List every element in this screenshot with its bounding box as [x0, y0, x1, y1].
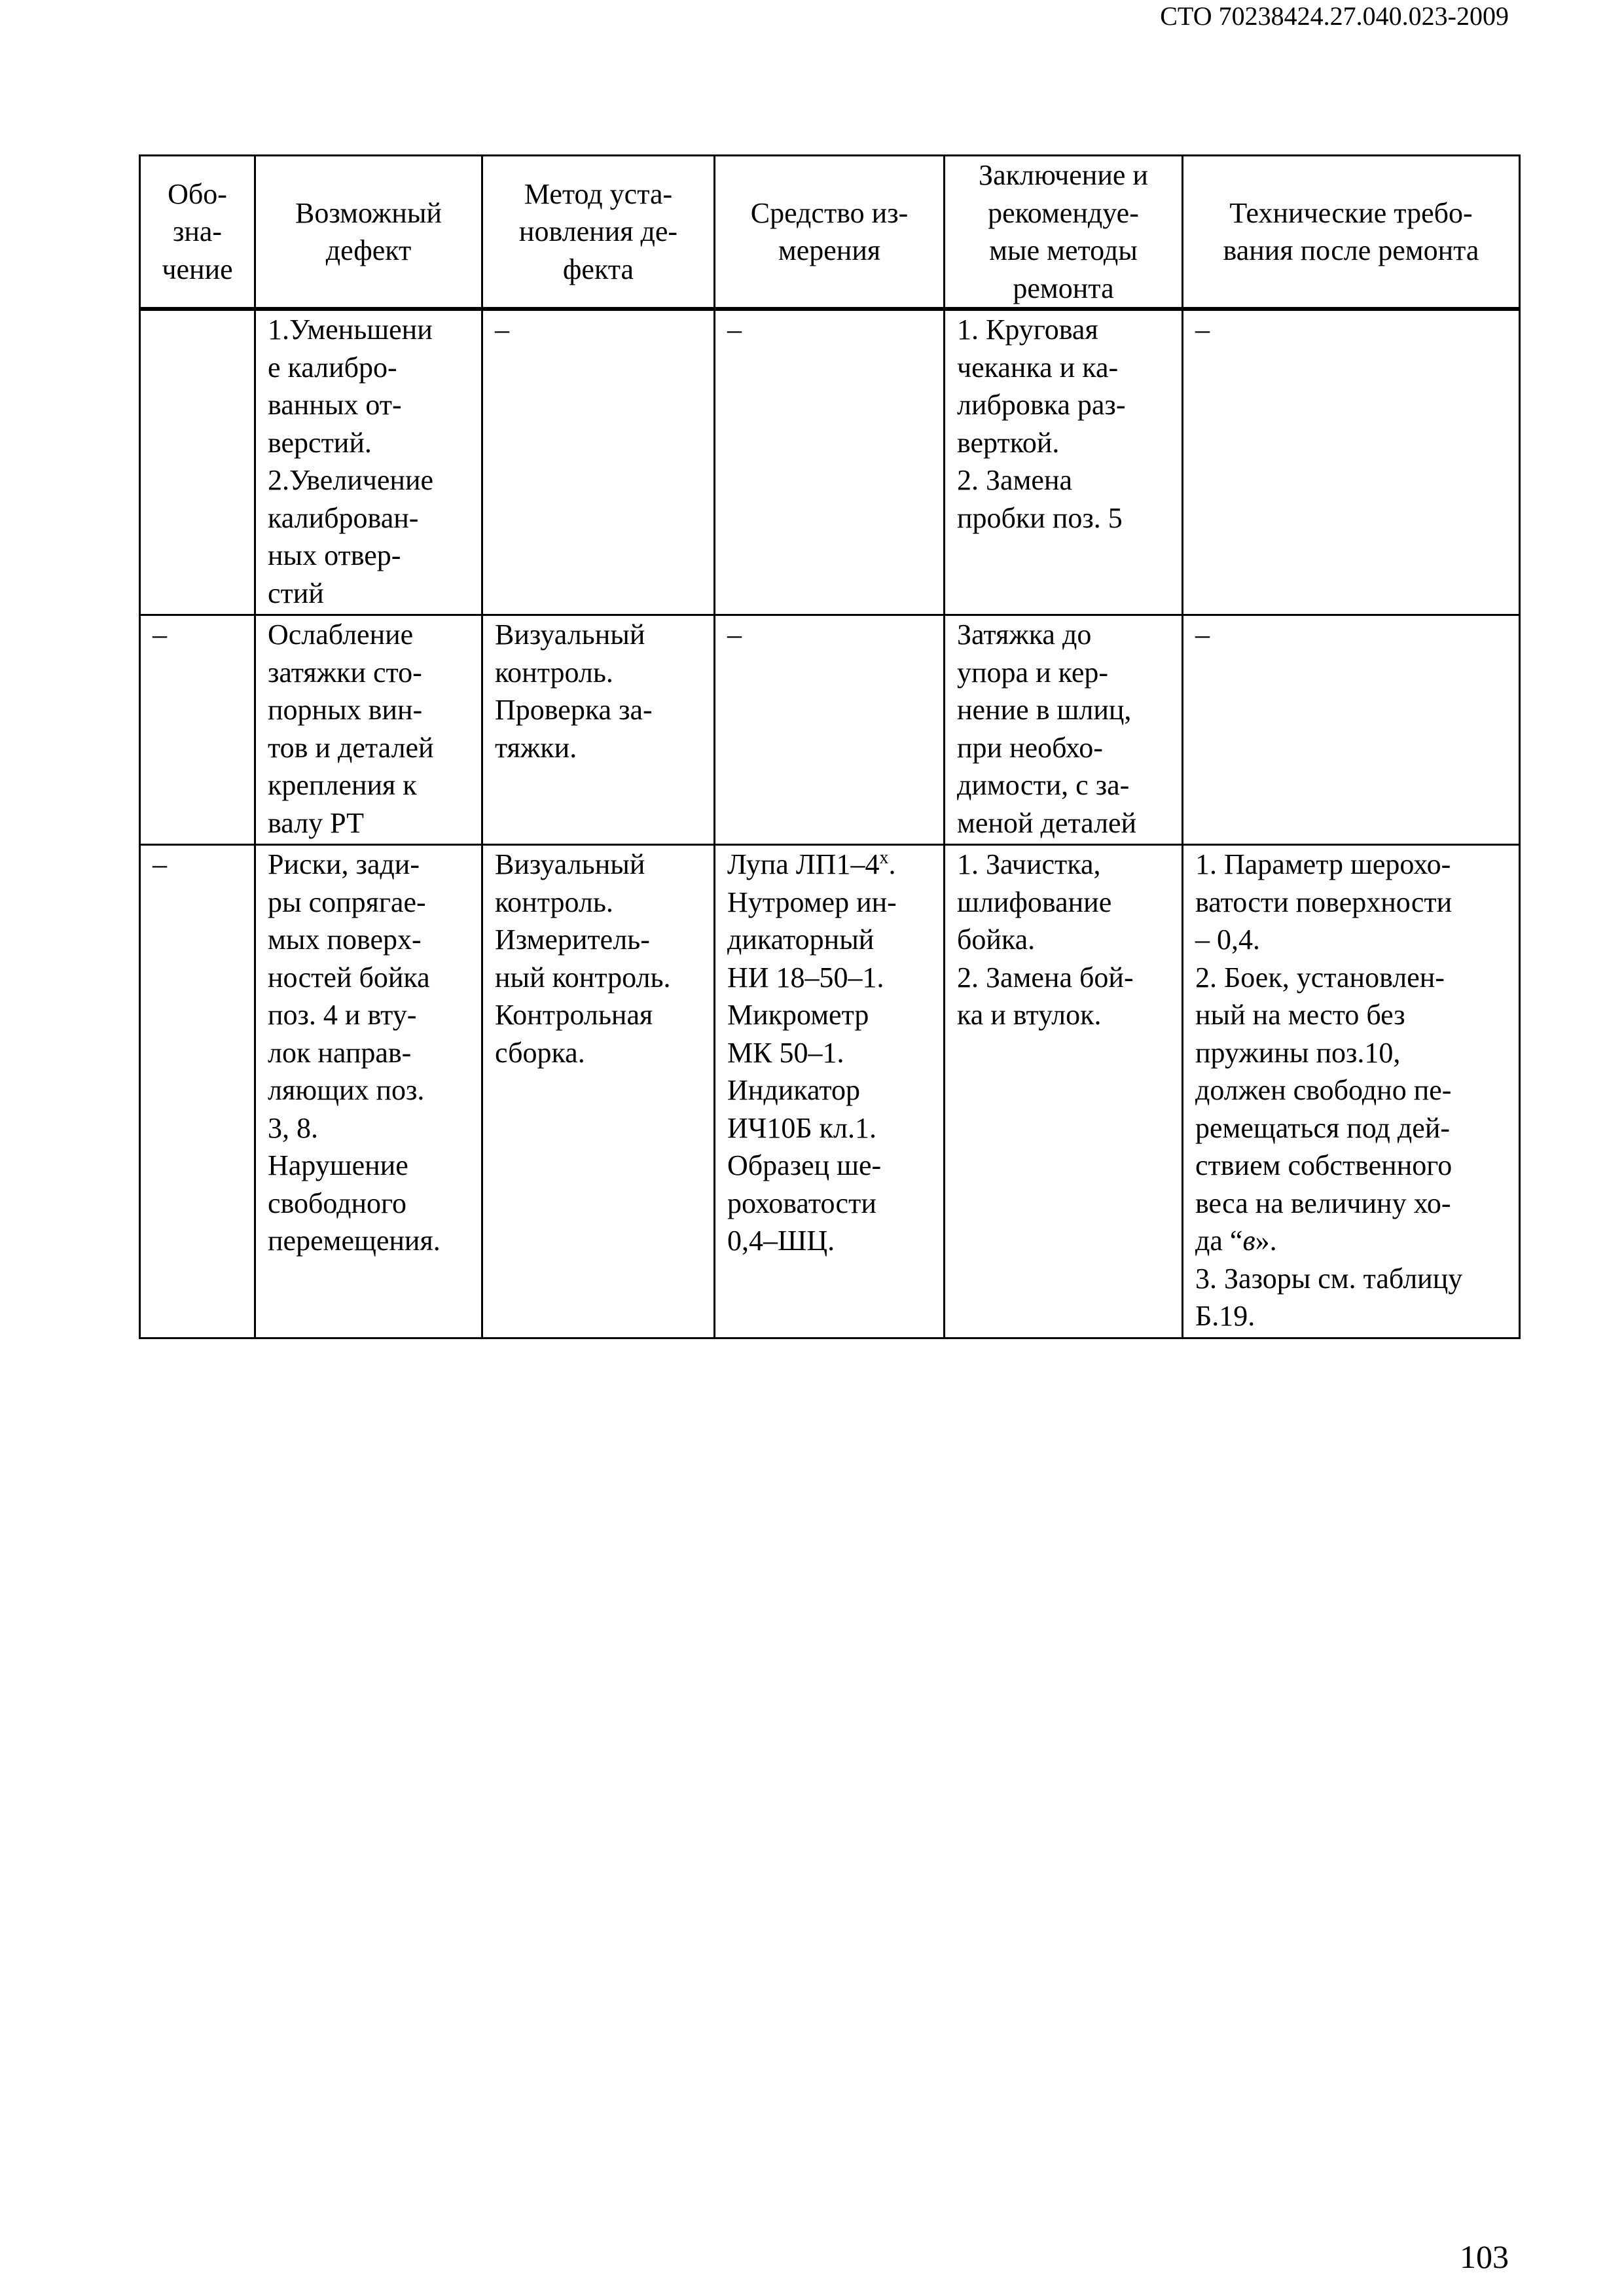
table-row [140, 309, 1520, 615]
page-number: 103 [1460, 2238, 1509, 2275]
cell-method: Визуальный контроль. Измеритель- ный контроль. Контрольная сборка. [482, 845, 715, 1338]
column-header-defect: Возможный дефект [255, 156, 482, 310]
cell-repair: 1. Круговая чеканка и ка- либровка раз- верткой. 2. Замена пробки поз. 5 [945, 309, 1183, 615]
table-row [140, 615, 1520, 845]
cell-method: – [482, 309, 715, 615]
cell-defect: Риски, зади- ры сопрягае- мых поверх- ностей бойка поз. 4 и вту- лок направ- ляющих поз. 3, 8. Нарушение свободного перемещения. [255, 845, 482, 1338]
cell-method: Визуальный контроль. Проверка за- тяжки. [482, 615, 715, 845]
cell-tool: Лупа $ЛП1-4^х$. Нутромер ин- дикаторный НИ 18–50–1. Микрометр МК 50–1. Индикатор ИЧ10Б кл.1. Образец ше- роховатости 0,4–ШЦ. [715, 845, 945, 1338]
cell-repair: 1. Зачистка, шлифование бойка. 2. Замена бой- ка и втулок. [945, 845, 1183, 1338]
tool-first-line: Лупа $ЛП1-4^х$. [727, 848, 896, 880]
cell-tool: – [715, 615, 945, 845]
table-header-row [140, 156, 1520, 310]
column-header-tool: Средство из- мерения [715, 156, 945, 310]
cell-requirements: – [1183, 615, 1520, 845]
cell-tool: – [715, 309, 945, 615]
column-header-method: Метод уста- новления де- фекта [482, 156, 715, 310]
cell-defect: 1.Уменьшени е калибро- ванных от- верстий. 2.Увеличение калиброван- ных отвер- стий [255, 309, 482, 615]
table-row [140, 845, 1520, 1338]
defects-table [139, 154, 1521, 1339]
column-header-repair: Заключение и рекомендуе- мые методы ремонта [945, 156, 1183, 310]
requirements-italic-line: да “в». [1195, 1225, 1277, 1257]
cell-defect: Ослабление затяжки сто- порных вин- тов и деталей крепления к валу РТ [255, 615, 482, 845]
cell-designation: – [140, 845, 255, 1338]
cell-repair: Затяжка до упора и кер- нение в шлиц, при необхо- димости, с за- меной деталей [945, 615, 1183, 845]
column-header-designation: Обо- зна- чение [140, 156, 255, 310]
document-code: СТО 70238424.27.040.023-2009 [1160, 1, 1509, 31]
cell-designation [140, 309, 255, 615]
cell-requirements: – [1183, 309, 1520, 615]
cell-requirements: 1. Параметр шерохо- ватости поверхности – 0,4. 2. Боек, установлен- ный на место без пружины поз.10, должен свободно пе- ремещаться под дей- ствием собственного веса на величину хо- да “в». 3. Зазоры см. таблицу Б.19. [1183, 845, 1520, 1338]
column-header-requirements: Технические требо- вания после ремонта [1183, 156, 1520, 310]
cell-designation: – [140, 615, 255, 845]
